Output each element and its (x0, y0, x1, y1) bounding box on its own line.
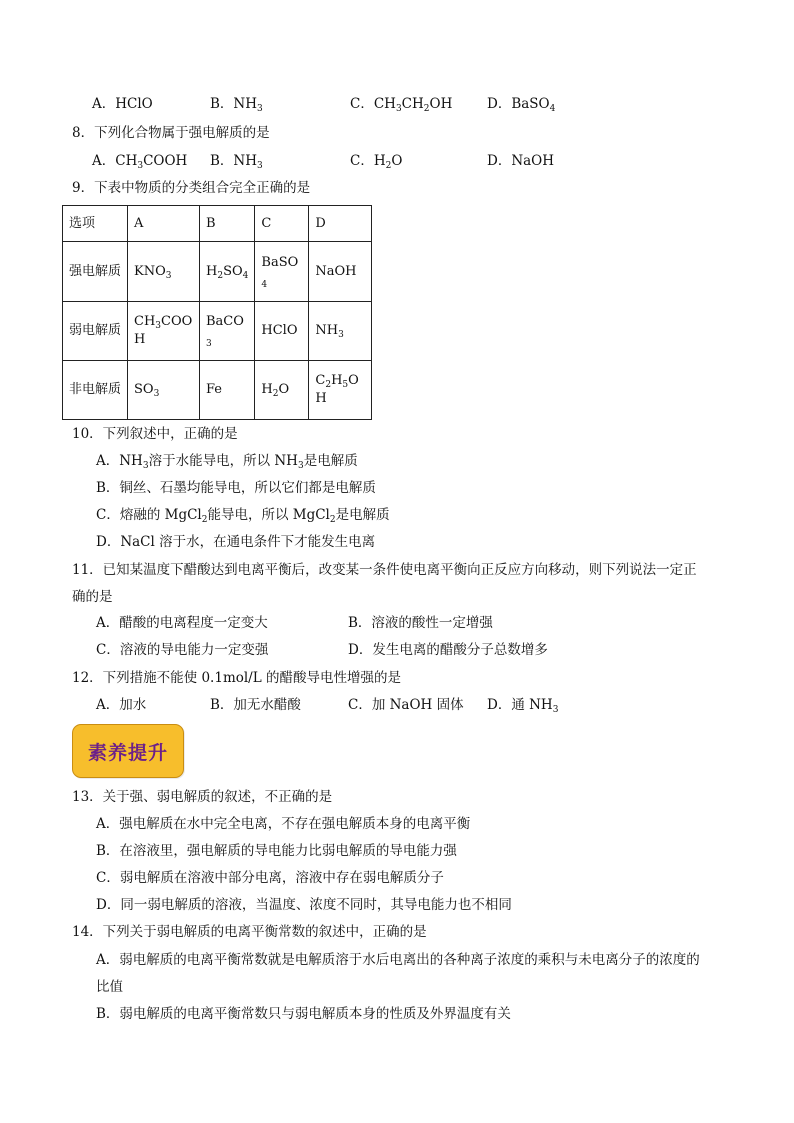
header-cell: C (255, 206, 309, 242)
table-cell: BaSO $_4$ (255, 242, 309, 302)
q8-option-c: C．$H_2O$ (350, 153, 403, 171)
q10-option-d: D．NaCl 溶于水，在通电条件下才能发生电离 (96, 534, 376, 550)
q13-option-d: D．同一弱电解质的溶液，当温度、浓度不同时，其导电能力也不相同 (96, 897, 512, 913)
header-cell: D (309, 206, 372, 242)
q7-option-a: A．HClO (92, 96, 153, 112)
q7-option-b: B．$NH_3$ (210, 96, 263, 114)
q11-option-c: C．溶液的导电能力一定变强 (96, 642, 269, 658)
q11-option-d: D．发生电离的醋酸分子总数增多 (348, 642, 548, 658)
q8-stem: 8．下列化合物属于强电解质的是 (72, 125, 270, 141)
q11-stem-line2: 确的是 (72, 589, 113, 605)
q12-option-d: D．通 $NH_3$ (487, 697, 559, 715)
header-cell: B (200, 206, 255, 242)
q8-option-a: A．$CH_3COOH$ (92, 153, 188, 171)
table-cell: $SO_3$ (128, 361, 200, 420)
q11-stem-line1: 11．已知某温度下醋酸达到电离平衡后，改变某一条件使电离平衡向正反应方向移动，则下列说法一定正 (72, 562, 697, 578)
table-cell: Fe (200, 361, 255, 420)
table-header-row (63, 206, 372, 242)
header-cell: 选项 (63, 206, 128, 242)
table-row (63, 361, 372, 420)
q13-option-a: A．强电解质在水中完全电离，不存在强电解质本身的电离平衡 (96, 816, 471, 832)
table-cell: $H_2SO_4$ (200, 242, 255, 302)
q14-option-b: B．弱电解质的电离平衡常数只与弱电解质本身的性质及外界温度有关 (96, 1006, 511, 1022)
q12-option-c: C．加 NaOH 固体 (348, 697, 464, 713)
section-badge-label: 素养提升 (87, 741, 168, 764)
table-cell: $C_2H_5O$ H (309, 361, 372, 420)
table-cell: $H_2O$ (255, 361, 309, 420)
q14-stem: 14．下列关于弱电解质的电离平衡常数的叙述中，正确的是 (72, 924, 427, 940)
q12-option-a: A．加水 (96, 697, 147, 713)
q14-option-a-line2: 比值 (96, 979, 123, 995)
table-cell: $NH_3$ (309, 302, 372, 361)
q14-option-a-line1: A．弱电解质的电离平衡常数就是电解质溶于水后电离出的各种离子浓度的乘积与未电离分子的浓度的 (96, 952, 700, 968)
q13-stem: 13．关于强、弱电解质的叙述，不正确的是 (72, 789, 333, 805)
q13-option-b: B．在溶液里，强电解质的导电能力比弱电解质的导电能力强 (96, 843, 457, 859)
q10-option-c: C．熔融的 MgCl$_2$能导电，所以 MgCl$_2$是电解质 (96, 507, 390, 525)
q9-stem: 9．下表中物质的分类组合完全正确的是 (72, 180, 311, 196)
q11-option-b: B．溶液的酸性一定增强 (348, 615, 493, 631)
q7-option-c: C．$CH_3CH_2OH$ (350, 96, 453, 114)
table-row (63, 242, 372, 302)
table-row (63, 302, 372, 361)
classification-table (62, 205, 372, 420)
q13-option-c: C．弱电解质在溶液中部分电离，溶液中存在弱电解质分子 (96, 870, 444, 886)
q11-option-a: A．醋酸的电离程度一定变大 (96, 615, 268, 631)
section-badge (72, 724, 184, 778)
table-cell: BaCO $_3$ (200, 302, 255, 361)
q12-stem: 12．下列措施不能使 0.1mol/L 的醋酸导电性增强的是 (72, 670, 401, 686)
q10-stem: 10．下列叙述中，正确的是 (72, 426, 238, 442)
row-label: 强电解质 (63, 242, 128, 302)
row-label: 弱电解质 (63, 302, 128, 361)
q10-option-b: B．铜丝、石墨均能导电，所以它们都是电解质 (96, 480, 376, 496)
q8-option-d: D．NaOH (487, 153, 555, 169)
row-label: 非电解质 (63, 361, 128, 420)
q12-option-b: B．加无水醋酸 (210, 697, 301, 713)
q8-option-b: B．$NH_3$ (210, 153, 263, 171)
table-cell: $CH_3COO$ H (128, 302, 200, 361)
table-cell: NaOH (309, 242, 372, 302)
q7-option-d: D．BaSO$_4$ (487, 96, 556, 114)
q10-option-a: A．$NH_3$溶于水能导电，所以 $NH_3$是电解质 (96, 453, 358, 471)
header-cell: A (128, 206, 200, 242)
table-cell: HClO (255, 302, 309, 361)
table-cell: $KNO_3$ (128, 242, 200, 302)
